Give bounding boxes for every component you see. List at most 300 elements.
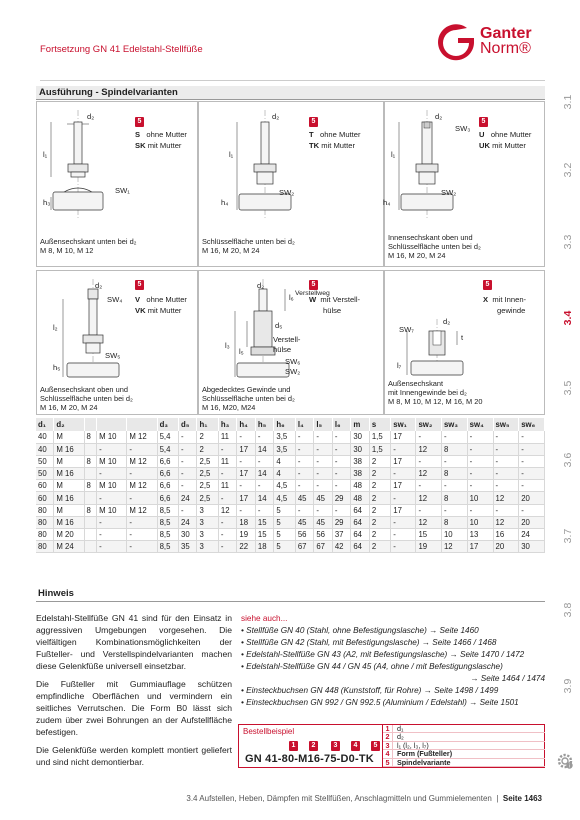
see-also-link[interactable]: • Stellfüße GN 40 (Stahl, ohne Befestigungslasche) → Seite 1460 (241, 626, 479, 635)
table-cell: M (54, 504, 84, 516)
table-cell: 11 (218, 480, 237, 492)
table-cell: 11 (218, 431, 237, 443)
table-cell: - (314, 443, 333, 455)
brand-line1: Ganter (480, 25, 532, 42)
variant-caption: M 16, M 20, M 24 (202, 246, 260, 255)
table-cell: 17 (391, 455, 416, 467)
table-cell: 5,4 (157, 443, 178, 455)
order-badge: 5 (371, 741, 380, 751)
variant-caption: Außensechskant oben und (40, 385, 128, 394)
dim-label: l₁ (391, 150, 396, 159)
table-cell: M 10 (97, 504, 127, 516)
table-cell: 8 (84, 504, 97, 516)
table-cell: - (127, 516, 157, 528)
table-cell: 20 (519, 492, 545, 504)
table-cell: 50 (36, 468, 54, 480)
table-row (36, 504, 545, 516)
variant-caption: Schlüsselfläche unten bei d₂ (40, 394, 133, 403)
variant-card-x (384, 270, 545, 415)
order-legend-row: 3 l₁ (l₂, l₃, l₇) (383, 742, 545, 750)
table-header-cell: d₅ (178, 418, 197, 431)
table-cell: 2,5 (197, 480, 218, 492)
table-header-row (36, 418, 545, 431)
side-index-item[interactable]: 3.8 (562, 602, 574, 618)
table-cell: - (218, 492, 237, 504)
variant-badge: 5 (309, 116, 318, 127)
table-cell: 8,5 (157, 541, 178, 553)
table-cell: 67 (295, 541, 314, 553)
table-cell: 20 (519, 516, 545, 528)
table-cell: M 12 (127, 455, 157, 467)
table-cell: - (295, 504, 314, 516)
table-cell: 2 (369, 541, 390, 553)
spindle-drawing (199, 102, 385, 232)
variant-card-s (36, 101, 198, 267)
variant-caption: M 8, M 10, M 12 (40, 246, 94, 255)
spindle-drawing (37, 271, 199, 381)
table-header-cell: h₁ (197, 418, 218, 431)
variant-caption: Schlüsselfläche unten bei d₂ (202, 394, 295, 403)
table-cell: 16 (493, 529, 519, 541)
table-cell: - (237, 431, 256, 443)
table-header-cell: d₂ (54, 418, 84, 431)
table-cell: M 16 (54, 443, 84, 455)
dim-label: l₃ (225, 341, 230, 350)
variant-option: V ohne Mutter (135, 295, 187, 304)
footer-sep: | (496, 794, 499, 803)
table-body (36, 431, 545, 553)
table-header-cell: l₅ (314, 418, 333, 431)
table-cell: 29 (332, 516, 351, 528)
table-cell: - (467, 431, 493, 443)
gear-info-icon[interactable] (556, 752, 574, 770)
variant-badge: 5 (479, 116, 488, 127)
table-cell: 30 (351, 431, 370, 443)
table-cell: - (295, 443, 314, 455)
table-row (36, 516, 545, 528)
table-cell: 3 (197, 504, 218, 516)
variant-card-v (36, 270, 198, 415)
dim-label: h₅ (53, 363, 61, 372)
table-cell: 17 (237, 443, 256, 455)
table-header-cell: sw₂ (416, 418, 442, 431)
table-header-cell: h₅ (255, 418, 274, 431)
table-cell: 30 (519, 541, 545, 553)
table-cell: - (416, 504, 442, 516)
table-cell: - (314, 431, 333, 443)
table-cell: - (519, 443, 545, 455)
table-cell: 1,5 (369, 431, 390, 443)
table-cell: M 12 (127, 504, 157, 516)
table-cell: - (467, 468, 493, 480)
dim-label: d₂ (443, 317, 451, 326)
table-cell: - (178, 480, 197, 492)
table-cell: - (519, 468, 545, 480)
table-cell: 6,6 (157, 480, 178, 492)
table-cell: 12 (416, 468, 442, 480)
table-cell: - (218, 468, 237, 480)
table-cell: 5 (274, 529, 295, 541)
table-cell: 8 (441, 492, 467, 504)
table-cell: - (314, 468, 333, 480)
table-cell: 50 (36, 455, 54, 467)
table-header-cell (97, 418, 127, 431)
side-index-item[interactable]: 3.7 (562, 528, 574, 544)
table-cell: - (295, 431, 314, 443)
table-cell: 12 (416, 443, 442, 455)
table-cell: 60 (36, 480, 54, 492)
page-number: Seite 1463 (502, 794, 542, 803)
table-cell: - (255, 431, 274, 443)
table-cell: 17 (391, 431, 416, 443)
table-cell: - (416, 431, 442, 443)
dimension-table (36, 418, 545, 553)
order-legend-row: 5 Spindelvariante (383, 759, 545, 767)
table-header-cell: h₄ (237, 418, 256, 431)
table-cell: 35 (178, 541, 197, 553)
table-header-cell: l₄ (295, 418, 314, 431)
table-cell: M 24 (54, 541, 84, 553)
table-cell: - (332, 455, 351, 467)
table-cell: M 20 (54, 529, 84, 541)
table-cell: 4 (274, 455, 295, 467)
table-cell: 24 (178, 516, 197, 528)
table-cell: 5 (274, 516, 295, 528)
table-header-cell: h₃ (218, 418, 237, 431)
dim-label: d₅ (275, 321, 283, 330)
table-cell: M (54, 455, 84, 467)
dim-label: t (461, 333, 464, 342)
table-cell: 38 (351, 468, 370, 480)
side-index-item[interactable]: 3.6 (562, 452, 574, 468)
dim-label: SW₂ (279, 188, 295, 197)
dim-label: SW₃ (455, 124, 471, 133)
table-cell: - (391, 516, 416, 528)
table-cell: 12 (416, 492, 442, 504)
side-index-item-active[interactable]: 3.4 (562, 310, 574, 326)
variant-caption: Abgedecktes Gewinde und (202, 385, 291, 394)
table-cell: 2 (369, 492, 390, 504)
table-cell: 5,4 (157, 431, 178, 443)
table-cell: - (178, 443, 197, 455)
variant-caption: M 16, M 20, M 24 (388, 251, 446, 260)
table-cell: 48 (351, 492, 370, 504)
table-cell: 6,6 (157, 455, 178, 467)
table-cell: - (467, 455, 493, 467)
table-cell: - (467, 443, 493, 455)
dim-label: SW₇ (399, 325, 414, 334)
see-also-link[interactable]: • Einsteckbuchsen GN 992 / GN 992.5 (Aluminium / Edelstahl) → Seite 1501 (241, 698, 519, 707)
table-cell: M 16 (54, 468, 84, 480)
order-legend-row: 4 Form (Fußteller) (383, 750, 545, 758)
table-cell: 17 (391, 480, 416, 492)
table-cell: - (237, 504, 256, 516)
table-cell: - (441, 455, 467, 467)
hinweis-body (36, 612, 232, 774)
table-cell: M (54, 480, 84, 492)
table-cell: 15 (416, 529, 442, 541)
table-cell: - (493, 480, 519, 492)
see-also-link[interactable]: → Seite 1464 / 1474 (470, 674, 545, 683)
table-cell: - (519, 504, 545, 516)
table-cell: M 10 (97, 431, 127, 443)
table-cell: 8 (84, 480, 97, 492)
header-rule (40, 80, 545, 81)
table-cell: 2,5 (197, 468, 218, 480)
dim-label: SW₄ (107, 295, 123, 304)
table-cell: 18 (255, 541, 274, 553)
brand-line2: Norm® (480, 40, 531, 57)
table-cell: 12 (416, 516, 442, 528)
variant-option: S ohne Mutter (135, 130, 187, 139)
dim-label: hülse (273, 345, 292, 354)
table-cell: - (467, 480, 493, 492)
side-index-item[interactable]: 3.3 (562, 234, 574, 250)
table-cell: 13 (467, 529, 493, 541)
table-cell: 48 (351, 480, 370, 492)
table-cell: - (416, 480, 442, 492)
table-cell (84, 468, 97, 480)
table-cell: - (97, 468, 127, 480)
table-cell: - (237, 480, 256, 492)
page-header-title: Fortsetzung GN 41 Edelstahl-Stellfüße (40, 44, 203, 55)
dim-label: d₂ (95, 281, 103, 290)
table-cell: 6,6 (157, 468, 178, 480)
table-cell: 4,5 (274, 480, 295, 492)
table-cell (84, 443, 97, 455)
table-cell (84, 516, 97, 528)
table-cell: - (178, 455, 197, 467)
table-cell: - (332, 431, 351, 443)
table-cell: - (441, 431, 467, 443)
table-cell: 64 (351, 541, 370, 553)
table-cell: - (416, 455, 442, 467)
variant-option: X mit Innen- (483, 295, 527, 304)
table-cell: - (519, 455, 545, 467)
table-header-cell (84, 418, 97, 431)
table-cell: - (493, 443, 519, 455)
table-cell: 80 (36, 529, 54, 541)
side-index-item[interactable]: 3.2 (562, 162, 574, 178)
order-badge: 4 (351, 741, 360, 751)
table-cell: - (127, 529, 157, 541)
variant-caption: Innensechskant oben und (388, 233, 473, 242)
order-legend-row: 1 d₁ (383, 725, 545, 733)
order-badge: 3 (331, 741, 340, 751)
dim-label: Verstell- (273, 335, 301, 344)
table-cell: 8,5 (157, 516, 178, 528)
table-header-cell: l₆ (332, 418, 351, 431)
dim-label: l₂ (53, 323, 58, 332)
table-cell: - (519, 480, 545, 492)
table-cell: 45 (314, 516, 333, 528)
order-example-label: Bestellbeispiel (243, 727, 295, 736)
table-cell: 45 (314, 492, 333, 504)
order-code: GN 41-80-M16-75-D0-TK (245, 753, 374, 765)
dim-label: l₇ (397, 361, 402, 370)
table-cell: 6,6 (157, 492, 178, 504)
table-cell: 22 (237, 541, 256, 553)
table-cell: - (493, 455, 519, 467)
table-cell: 64 (351, 529, 370, 541)
footer-text: 3.4 Aufstellen, Heben, Dämpfen mit Stellfüßen, Anschlagmitteln und Gummielementen (186, 794, 492, 803)
table-cell: 37 (332, 529, 351, 541)
table-cell: - (314, 455, 333, 467)
page-footer (0, 794, 542, 803)
table-cell: M 12 (127, 431, 157, 443)
table-cell: 10 (441, 529, 467, 541)
table-cell: - (295, 455, 314, 467)
table-header-cell: sw₅ (493, 418, 519, 431)
table-cell: - (332, 468, 351, 480)
table-cell: - (97, 443, 127, 455)
table-cell: 14 (255, 468, 274, 480)
table-cell: 67 (314, 541, 333, 553)
variant-caption: Außensechskant unten bei d₂ (40, 237, 137, 246)
table-cell: 8 (84, 455, 97, 467)
table-cell: 30 (351, 443, 370, 455)
table-cell: 60 (36, 492, 54, 504)
hinweis-paragraph: Die Fußteller mit Gummiauflage schützen empfindliche Oberflächen und vermindern ein seitliches Verrutschen. Die Form B0 lässt sich zudem über zwei Bohrungen an der Aufstellfläche befestigen. (36, 679, 232, 737)
table-cell: 15 (255, 529, 274, 541)
table-cell: - (178, 504, 197, 516)
table-cell: 8 (441, 468, 467, 480)
variant-option: T ohne Mutter (309, 130, 361, 139)
table-cell: 12 (493, 492, 519, 504)
variant-option: TK mit Mutter (309, 141, 356, 150)
table-header-cell: s (369, 418, 390, 431)
side-index-item[interactable]: 3.5 (562, 380, 574, 396)
table-cell: - (127, 492, 157, 504)
table-cell: 14 (255, 443, 274, 455)
table-cell: - (493, 504, 519, 516)
hinweis-paragraph: Die Gelenkfüße werden komplett montiert geliefert und sind nicht demontierbar. (36, 745, 232, 767)
table-cell: 2 (369, 468, 390, 480)
hinweis-paragraph: Edelstahl-Stellfüße GN 41 sind für den Einsatz in aggressiven Umgebungen vorgesehen. Die vielfältigen Kombinationsmöglichkeiten der Fußteller- und Verstellspindelvarianten machen diese Gelenkfüße universell einsetzbar. (36, 613, 232, 671)
dim-label: l₁ (229, 150, 234, 159)
table-header-cell: sw₆ (519, 418, 545, 431)
table-cell: 64 (351, 516, 370, 528)
table-cell: 5 (274, 541, 295, 553)
order-legend-row: 2 d₂ (383, 733, 545, 741)
variant-option: hülse (323, 306, 342, 315)
variant-card-u (384, 101, 545, 267)
table-cell: 2,5 (197, 492, 218, 504)
spindle-drawing (385, 102, 546, 232)
table-cell: 2 (369, 529, 390, 541)
table-cell: 11 (218, 455, 237, 467)
see-also-link[interactable]: • Edelstahl-Stellfüße GN 43 (A2, mit Befestigungslasche) → Seite 1470 / 1472 (241, 650, 525, 659)
variant-badge: 5 (483, 279, 492, 290)
order-badge: 1 (289, 741, 298, 751)
table-header-cell: h₆ (274, 418, 295, 431)
table-cell: - (127, 468, 157, 480)
see-also-link[interactable]: • Einsteckbuchsen GN 448 (Kunststoff, für Rohre) → Seite 1498 / 1499 (241, 686, 499, 695)
table-cell: 2,5 (197, 455, 218, 467)
see-also-link[interactable]: • Edelstahl-Stellfüße GN 44 / GN 45 (A4, ohne / mit Befestigungslasche) (241, 662, 503, 671)
table-cell: - (127, 541, 157, 553)
dim-label: SW₂ (441, 188, 457, 197)
table-cell: 38 (351, 455, 370, 467)
table-cell: 10 (467, 492, 493, 504)
table-cell: - (295, 468, 314, 480)
table-header-cell: sw₃ (441, 418, 467, 431)
see-also-link[interactable]: • Stellfüße GN 42 (Stahl, mit Befestigungslasche) → Seite 1466 / 1468 (241, 638, 497, 647)
table-cell: 40 (36, 431, 54, 443)
table-cell: 12 (218, 504, 237, 516)
table-cell: 8 (84, 431, 97, 443)
table-cell: - (218, 529, 237, 541)
side-index-item[interactable]: 3.1 (562, 94, 574, 110)
table-cell: 18 (237, 516, 256, 528)
table-cell: - (332, 443, 351, 455)
hinweis-title: Hinweis (36, 588, 545, 602)
table-cell: - (218, 516, 237, 528)
table-cell: 40 (36, 443, 54, 455)
table-cell: - (178, 468, 197, 480)
table-cell: M 16 (54, 492, 84, 504)
table-cell: 3,5 (274, 443, 295, 455)
variant-option: U ohne Mutter (479, 130, 532, 139)
table-cell: 4 (274, 468, 295, 480)
variant-card-t (198, 101, 384, 267)
order-example-box (238, 724, 545, 768)
table-header-cell: m (351, 418, 370, 431)
table-cell: 45 (295, 516, 314, 528)
table-cell: 17 (237, 468, 256, 480)
table-cell: 30 (178, 529, 197, 541)
table-cell: 19 (416, 541, 442, 553)
dim-label: d₂ (87, 112, 95, 121)
see-also-box (241, 614, 545, 709)
table-cell: - (332, 480, 351, 492)
dim-label: h₄ (383, 198, 391, 207)
table-cell: 3 (197, 516, 218, 528)
table-cell: 3 (197, 541, 218, 553)
table-cell: 2 (369, 455, 390, 467)
table-cell: 1,5 (369, 443, 390, 455)
table-cell: - (493, 431, 519, 443)
side-index-item[interactable]: 3.9 (562, 678, 574, 694)
table-cell: 29 (332, 492, 351, 504)
table-cell: - (391, 541, 416, 553)
section-title: Ausführung - Spindelvarianten (36, 86, 545, 100)
table-cell: 8,5 (157, 529, 178, 541)
table-cell: - (218, 443, 237, 455)
table-cell: 15 (255, 516, 274, 528)
table-cell: - (441, 504, 467, 516)
table-cell: - (467, 504, 493, 516)
order-badge: 2 (309, 741, 318, 751)
table-cell: 3 (197, 529, 218, 541)
table-cell: 8 (441, 443, 467, 455)
table-cell (84, 529, 97, 541)
dim-label: h₄ (221, 198, 229, 207)
table-cell: - (493, 468, 519, 480)
table-cell: M 12 (127, 480, 157, 492)
dim-label: SW₁ (115, 186, 130, 195)
spindle-drawing (37, 102, 199, 232)
variant-badge: 5 (135, 279, 144, 290)
table-cell: - (97, 529, 127, 541)
see-also-title: siehe auch... (241, 614, 288, 623)
dim-label: l₆ (289, 293, 294, 302)
table-cell: 17 (237, 492, 256, 504)
table-row (36, 492, 545, 504)
brand-text (480, 26, 532, 56)
dim-label: d₂ (435, 112, 443, 121)
table-row (36, 468, 545, 480)
